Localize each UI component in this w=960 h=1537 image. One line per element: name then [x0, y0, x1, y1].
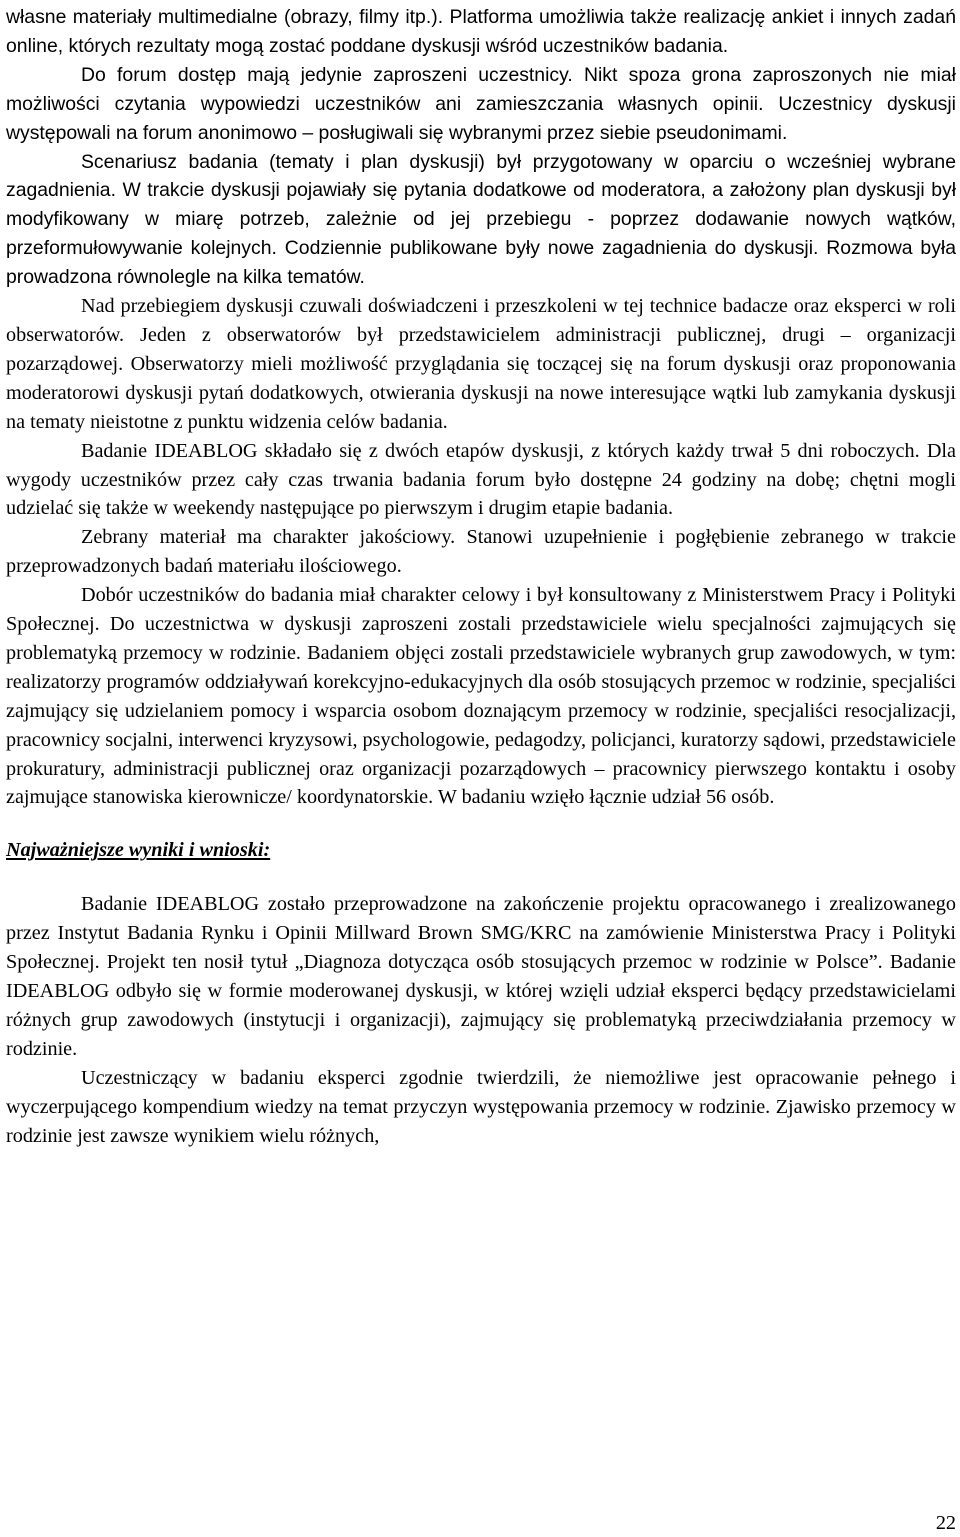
page-number: 22 [935, 1512, 956, 1534]
section-heading: Najważniejsze wyniki i wnioski: [6, 839, 271, 862]
paragraph-scenario: Scenariusz badania (tematy i plan dyskusji) był przygotowany w oparciu o wcześniej wybrane zagadnienia. W trakcie dyskusji pojawiały się pytania dodatkowe od moderatora, a założony plan dyskusji był modyfikowany w miarę potrzeb, zależnie od jej przebiegu - poprzez dodawanie nowych wątków, przeformułowywanie kolejnych. Codziennie publikowane były nowe zagadnienia do dyskusji. Rozmowa była prowadzona równolegle na kilka tematów. [6, 150, 956, 289]
paragraph-material: Zebrany materiał ma charakter jakościowy. Stanowi uzupełnienie i pogłębienie zebranego w trakcie przeprowadzonych badań materiału ilościowego. [6, 526, 956, 578]
paragraph-observers: Nad przebiegiem dyskusji czuwali doświadczeni i przeszkoleni w tej technice badacze oraz eksperci w roli obserwatorów. Jeden z obserwatorów był przedstawicielem administracji publicznej, drugi – organizacji pozarządowej. Obserwatorzy mieli możliwość przyglądania się toczącej się na forum dyskusji oraz proponowania moderatorowi dyskusji pytań dodatkowych, otwierania dyskusji na nowe interesujące wątki lub zamykania dyskusji na tematy nieistotne z punktu widzenia celów badania. [6, 295, 956, 433]
document-page [6, 0, 956, 1150]
paragraph-ideablog: Badanie IDEABLOG zostało przeprowadzone na zakończenie projektu opracowanego i zrealizowanego przez Instytut Badania Rynku i Opinii Millward Brown SMG/KRC na zamówienie Ministerstwa Pracy i Polityki Społecznej. Projekt ten nosił tytuł „Diagnoza dotycząca osób stosujących przemoc w rodzinie w Polsce”. Badanie IDEABLOG odbyło się w formie moderowanej dyskusji, w której wzięli udział eksperci będący przedstawicielami różnych grup zawodowych (instytucji i organizacji), zajmujący się problematyką przeciwdziałania przemocy w rodzinie. [6, 893, 956, 1060]
paragraph-experts: Uczestniczący w badaniu eksperci zgodnie twierdzili, że niemożliwe jest opracowanie pełnego i wyczerpującego kompendium wiedzy na temat przyczyn występowania przemocy w rodzinie. Zjawisko przemocy w rodzinie jest zawsze wynikiem wielu różnych, [6, 1066, 956, 1147]
paragraph-platform: własne materiały multimedialne (obrazy, filmy itp.). Platforma umożliwia także realizację ankiet i innych zadań online, których rezultaty mogą zostać poddane dyskusji wśród uczestników badania. [6, 6, 956, 57]
paragraph-participants: Dobór uczestników do badania miał charakter celowy i był konsultowany z Ministerstwem Pracy i Polityki Społecznej. Do uczestnictwa w dyskusji zaproszeni zostali przedstawiciele wielu specjalności zajmujących się problematyką przemocy w rodzinie. Badaniem objęci zostali przedstawiciele wybranych grup zawodowych, w tym: realizatorzy programów oddziaływań korekcyjno-edukacyjnych dla osób stosujących przemoc w rodzinie, specjaliści zajmujący się udzielaniem pomocy i wsparcia osobom doznającym przemocy w rodzinie, specjaliści resocjalizacji, pracownicy socjalni, interwenci kryzysowi, psychologowie, pedagodzy, policjanci, kuratorzy sądowi, przedstawiciele prokuratury, administracji publicznej oraz organizacji pozarządowych – pracownicy pierwszego kontaktu i osoby zajmujące stanowiska kierownicze/ koordynatorskie. W badaniu wzięło łącznie udział 56 osób. [6, 584, 956, 809]
paragraph-forum-access: Do forum dostęp mają jedynie zaproszeni uczestnicy. Nikt spoza grona zaproszonych nie miał możliwości czytania wypowiedzi uczestników ani zamieszczania własnych opinii. Uczestnicy dyskusji występowali na forum anonimowo – posługiwali się wybranymi przez siebie pseudonimami. [6, 63, 956, 144]
paragraph-stages: Badanie IDEABLOG składało się z dwóch etapów dyskusji, z których każdy trwał 5 dni roboczych. Dla wygody uczestników przez cały czas trwania badania forum było dostępne 24 godziny na dobę; chętni mogli udzielać się także w weekendy następujące po pierwszym i drugim etapie badania. [6, 439, 956, 520]
